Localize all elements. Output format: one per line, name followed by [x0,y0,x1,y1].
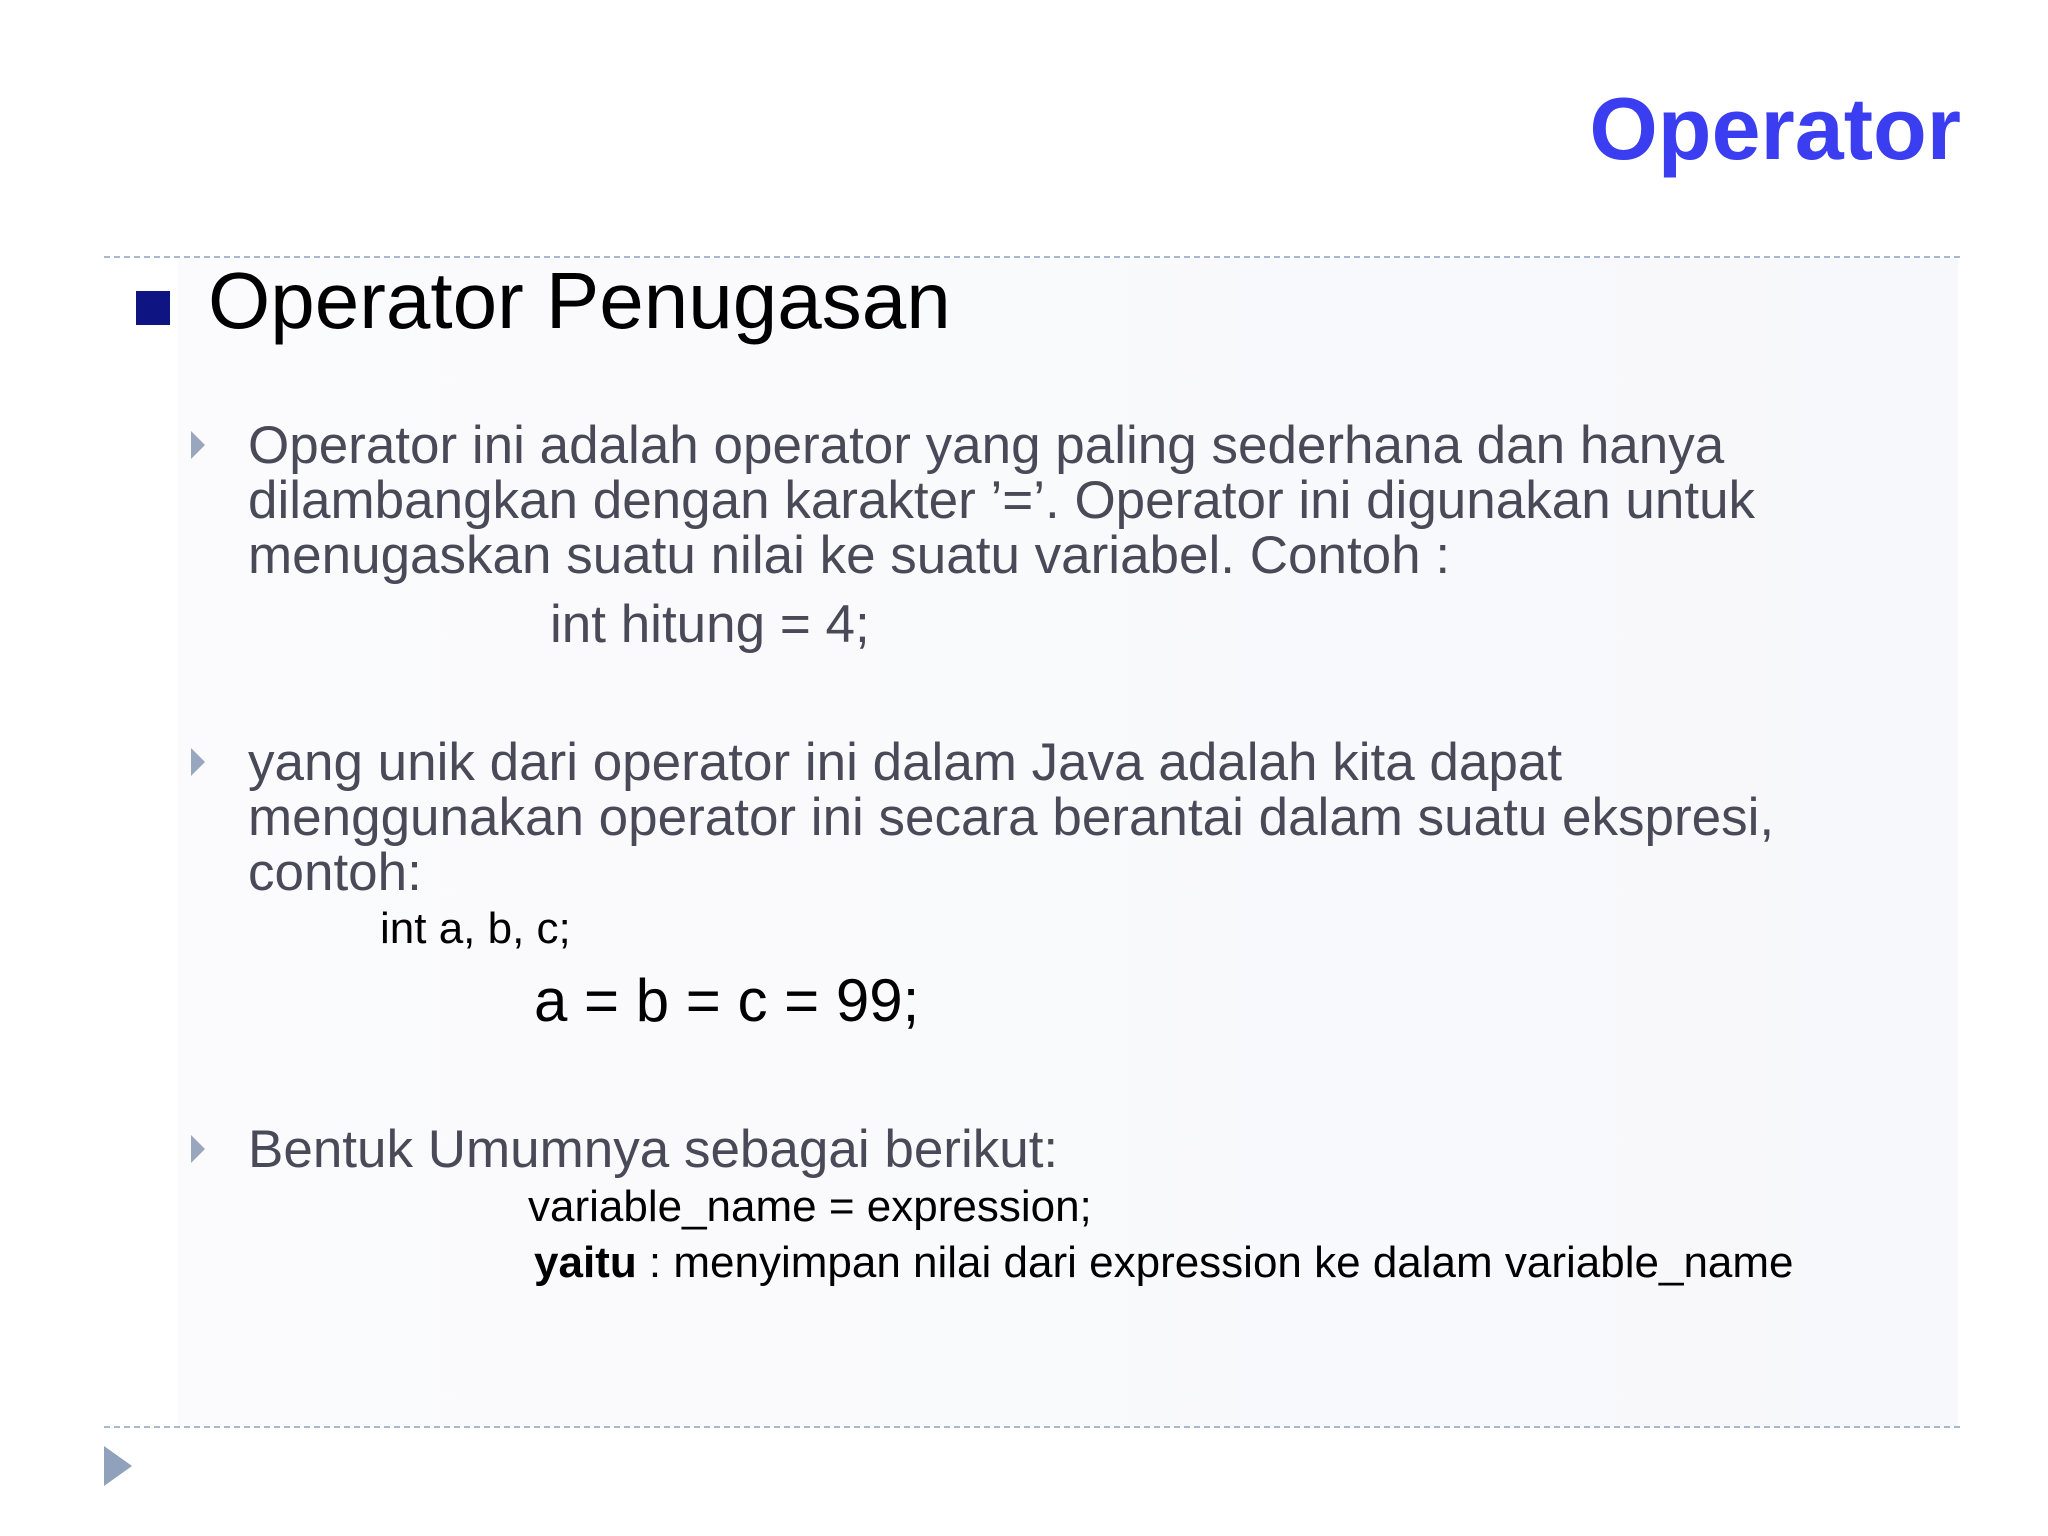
explanation-term: yaitu [534,1238,637,1287]
bullet-3-line-1: Bentuk Umumnya sebagai berikut: [248,1120,1059,1179]
code-general-form: variable_name = expression; [528,1182,1092,1231]
bullet-2-line-1: yang unik dari operator ini dalam Java adalah kita dapat [248,733,1563,792]
bullet-1-line-2: dilambangkan dengan karakter ’=’. Operator ini digunakan untuk [248,471,1756,530]
square-bullet-icon [136,291,170,325]
bullet-1-text [248,418,1755,583]
triangle-bullet-icon [191,748,205,776]
bullet-1-line-1: Operator ini adalah operator yang paling sederhana dan hanya [248,416,1725,475]
play-triangle-icon[interactable] [104,1446,132,1486]
bullet-3-text [248,1122,1058,1177]
bullet-2-line-2: menggunakan operator ini secara berantai dalam suatu ekspresi, [248,788,1775,847]
explanation-text: : menyimpan nilai dari expression ke dalam variable_name [636,1238,1794,1287]
bullet-2-text [248,735,1774,900]
triangle-bullet-icon [191,431,205,459]
bullet-2-line-3: contoh: [248,843,422,902]
explanation-line [534,1238,1794,1288]
code-chain-assign: a = b = c = 99; [534,967,920,1034]
code-int-hitung: int hitung = 4; [550,595,870,654]
code-int-abc: int a, b, c; [380,904,571,953]
section-heading: Operator Penugasan [208,256,951,345]
slide-title: Operator [1589,79,1961,178]
bottom-divider [104,1426,1960,1428]
triangle-bullet-icon [191,1135,205,1163]
bullet-1-line-3: menugaskan suatu nilai ke suatu variabel. Contoh : [248,526,1451,585]
